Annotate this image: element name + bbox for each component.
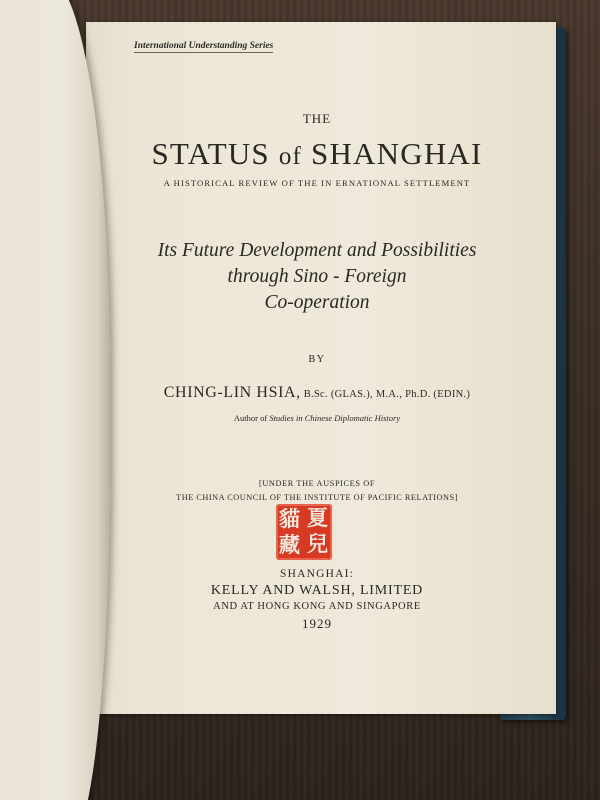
- author-note-work: Studies in Chinese Diplomatic History: [269, 413, 401, 423]
- title-article: THE: [302, 111, 332, 126]
- author-degrees: B.Sc. (GLAS.), M.A., Ph.D. (EDIN.): [300, 389, 471, 400]
- book-title-of: of: [278, 143, 303, 170]
- by-label: BY: [308, 354, 326, 365]
- italic-subtitle-line-1: Its Future Development and Possibilities: [157, 240, 477, 261]
- series-label: International Understanding Series: [134, 41, 274, 51]
- auspices-line-2: THE CHINA COUNCIL OF THE INSTITUTE OF PACIFIC RELATIONS]: [176, 493, 458, 502]
- publisher-name: KELLY AND WALSH, LIMITED: [210, 583, 424, 598]
- author-note: [112, 413, 522, 423]
- author-line: [112, 384, 522, 402]
- author-note-prefix: Author of: [233, 413, 270, 423]
- seal-char-2: 貓: [279, 507, 300, 531]
- publication-year: 1929: [302, 616, 332, 631]
- author-name: CHING-LIN HSIA,: [163, 384, 301, 401]
- seal-char-4: 藏: [279, 533, 300, 557]
- seal-char-1: 夏: [307, 506, 328, 530]
- book-title: [112, 136, 522, 172]
- book-subtitle: A HISTORICAL REVIEW OF THE IN ERNATIONAL SETTLEMENT: [163, 178, 471, 188]
- book-title-part-b: SHANGHAI: [302, 136, 483, 171]
- italic-subtitle: [112, 238, 522, 316]
- publisher-branches: AND AT HONG KONG AND SINGAPORE: [213, 601, 421, 612]
- italic-subtitle-line-3: Co-operation: [264, 292, 370, 313]
- facing-page: [0, 0, 110, 800]
- red-seal-stamp: [276, 504, 332, 560]
- book-title-part-a: STATUS: [151, 136, 279, 171]
- italic-subtitle-line-2: through Sino - Foreign: [227, 266, 407, 287]
- publisher-city: SHANGHAI:: [279, 568, 355, 580]
- seal-char-3: 兒: [307, 532, 328, 556]
- auspices-line-1: [UNDER THE AUSPICES OF: [258, 479, 376, 488]
